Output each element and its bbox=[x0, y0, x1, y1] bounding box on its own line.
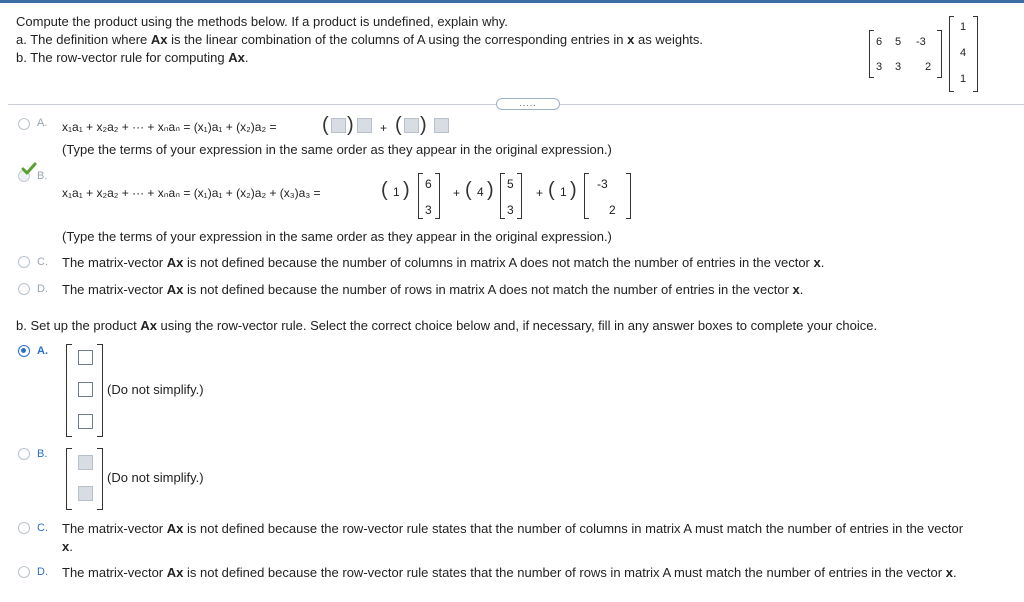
matrix-cell: 3 bbox=[895, 61, 902, 73]
option-letter: A. bbox=[37, 345, 48, 357]
vector-cell: 1 bbox=[960, 21, 967, 33]
vector-cell: 1 bbox=[960, 73, 967, 85]
radio-a-option-d[interactable] bbox=[18, 283, 30, 295]
radio-b-option-d[interactable] bbox=[18, 566, 30, 578]
open-paren: ( bbox=[465, 179, 472, 201]
matrix-bracket bbox=[66, 344, 72, 437]
close-paren: ) bbox=[487, 179, 494, 201]
column-bracket bbox=[517, 173, 522, 219]
check-mark-icon bbox=[21, 162, 37, 176]
answer-box-row2[interactable] bbox=[78, 486, 93, 501]
plus-sign: + bbox=[536, 186, 544, 200]
matrix-cell: 5 bbox=[895, 36, 902, 48]
option-d-text: The matrix-vector Ax is not defined because the row-vector rule states that the number of rows in matrix A must match the number of entries in the vector x. bbox=[62, 565, 957, 580]
option-letter: D. bbox=[37, 283, 48, 295]
close-paren: ) bbox=[420, 114, 427, 136]
hint-text: (Type the terms of your expression in the same order as they appear in the original expression.) bbox=[62, 142, 612, 157]
coef-value[interactable]: 4 bbox=[477, 185, 484, 199]
open-paren: ( bbox=[381, 179, 388, 201]
column-bracket bbox=[584, 173, 589, 219]
answer-box-coef2[interactable] bbox=[404, 118, 419, 133]
close-paren: ) bbox=[403, 179, 410, 201]
column-bracket bbox=[418, 173, 423, 219]
radio-a-option-c[interactable] bbox=[18, 256, 30, 268]
note-text: (Do not simplify.) bbox=[107, 470, 204, 485]
expression-lhs: x₁a₁ + x₂a₂ + ··· + xₙaₙ = (x₁)a₁ + (x₂)a₂ + (x₃)a₃ = bbox=[62, 186, 321, 200]
matrix-cell: -3 bbox=[916, 36, 926, 48]
open-paren: ( bbox=[395, 114, 402, 136]
option-letter: C. bbox=[37, 256, 48, 268]
matrix-bracket bbox=[97, 344, 103, 437]
option-letter: D. bbox=[37, 566, 48, 578]
hint-text: (Type the terms of your expression in the same order as they appear in the original expression.) bbox=[62, 229, 612, 244]
radio-b-option-b[interactable] bbox=[18, 448, 30, 460]
answer-box-vector1[interactable] bbox=[357, 118, 372, 133]
option-d-text: The matrix-vector Ax is not defined because the number of rows in matrix A does not match the number of entries in the vector x. bbox=[62, 282, 804, 297]
answer-box-row2[interactable] bbox=[78, 382, 93, 397]
option-letter: B. bbox=[37, 448, 48, 460]
column-entry[interactable]: -3 bbox=[597, 177, 608, 191]
option-letter: B. bbox=[37, 170, 48, 182]
vector-cell: 4 bbox=[960, 47, 967, 59]
column-entry[interactable]: 2 bbox=[609, 203, 616, 217]
show-more-button[interactable]: ..... bbox=[496, 98, 560, 110]
note-text: (Do not simplify.) bbox=[107, 382, 204, 397]
radio-b-option-c[interactable] bbox=[18, 522, 30, 534]
coef-value[interactable]: 1 bbox=[560, 185, 567, 199]
open-paren: ( bbox=[322, 114, 329, 136]
question-line-3: b. The row-vector rule for computing Ax. bbox=[16, 50, 249, 65]
answer-box-row1[interactable] bbox=[78, 455, 93, 470]
matrix-bracket bbox=[66, 448, 72, 510]
close-paren: ) bbox=[570, 179, 577, 201]
matrix-bracket bbox=[97, 448, 103, 510]
answer-box-vector2[interactable] bbox=[434, 118, 449, 133]
option-c-text-continued: x. bbox=[62, 539, 73, 554]
question-line-2: a. The definition where Ax is the linear combination of the columns of A using the corresponding entries in x as weights. bbox=[16, 32, 704, 47]
part-b-prompt: b. Set up the product Ax using the row-vector rule. Select the correct choice below and, if necessary, fill in any answer boxes to complete your choice. bbox=[16, 318, 878, 333]
plus-sign: + bbox=[380, 121, 388, 135]
answer-box-row3[interactable] bbox=[78, 414, 93, 429]
radio-a-option-a[interactable] bbox=[18, 118, 30, 130]
option-letter: A. bbox=[37, 117, 48, 129]
question-line-1: Compute the product using the methods below. If a product is undefined, explain why. bbox=[16, 14, 508, 29]
top-accent-bar bbox=[0, 0, 1024, 3]
open-paren: ( bbox=[548, 179, 555, 201]
column-entry[interactable]: 5 bbox=[507, 177, 514, 191]
answer-box-row1[interactable] bbox=[78, 350, 93, 365]
option-letter: C. bbox=[37, 522, 48, 534]
column-entry[interactable]: 6 bbox=[425, 177, 432, 191]
answer-box-coef1[interactable] bbox=[331, 118, 346, 133]
column-bracket bbox=[500, 173, 505, 219]
radio-b-option-a[interactable] bbox=[18, 345, 30, 357]
coef-value[interactable]: 1 bbox=[393, 185, 400, 199]
column-bracket bbox=[435, 173, 440, 219]
matrix-cell: 3 bbox=[876, 61, 883, 73]
column-bracket bbox=[626, 173, 631, 219]
option-c-text: The matrix-vector Ax is not defined because the number of columns in matrix A does not match the number of entries in the vector x. bbox=[62, 255, 825, 270]
matrix-cell: 2 bbox=[925, 61, 932, 73]
close-paren: ) bbox=[347, 114, 354, 136]
option-c-text: The matrix-vector Ax is not defined because the row-vector rule states that the number of columns in matrix A must match the number of entries in the vector bbox=[62, 521, 964, 536]
column-entry[interactable]: 3 bbox=[425, 203, 432, 217]
expression-lhs: x₁a₁ + x₂a₂ + ··· + xₙaₙ = (x₁)a₁ + (x₂)a₂ = bbox=[62, 120, 277, 134]
matrix-cell: 6 bbox=[876, 36, 883, 48]
column-entry[interactable]: 3 bbox=[507, 203, 514, 217]
plus-sign: + bbox=[453, 186, 461, 200]
